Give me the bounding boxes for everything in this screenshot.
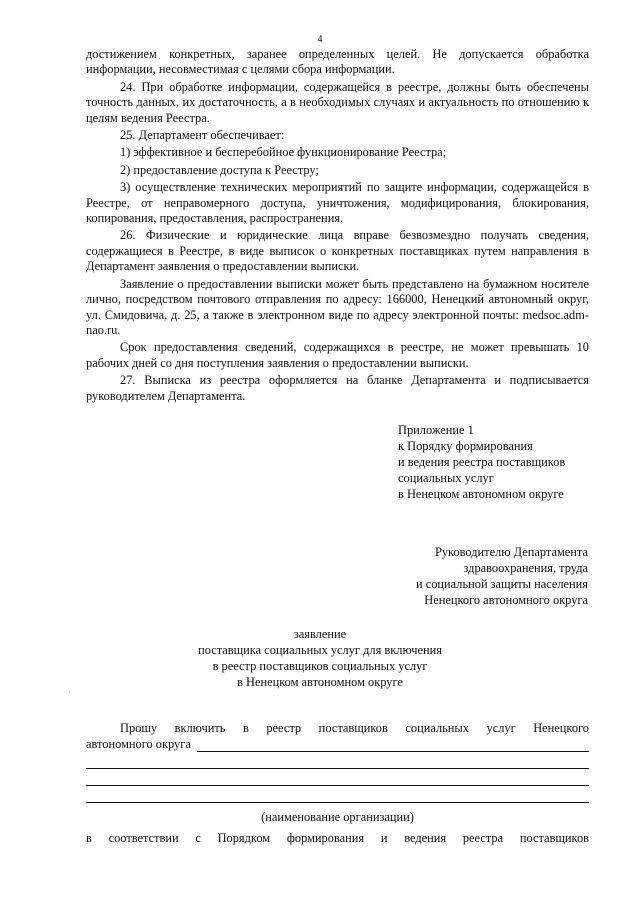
- paragraph-25: 25. Департамент обеспечивает:: [120, 128, 285, 143]
- organization-name-field-line[interactable]: [86, 788, 589, 803]
- paragraph-24: 24. При обработке информации, содержащейся в реестре, должны быть обеспечены точность данных, их достаточность, а в необходимых случаях и актуальность по отношению к целям ведения Реестра.: [86, 79, 589, 125]
- addressee-block: [416, 544, 588, 608]
- appendix-line: социальных услуг: [398, 471, 494, 485]
- paragraph-25-item-1: 1) эффективное и бесперебойное функционирование Реестра;: [120, 145, 447, 160]
- addressee-line: здравоохранения, труда: [463, 561, 588, 575]
- paragraph-application: Заявление о предоставлении выписки может быть представлено на бумажном носителе лично, посредством почтового отправления по адресу: 166000, Ненецкий автономный округ, ул. Смидовича, д. 25, а также в электронном виде по адресу электронной почты: medsoc.adm-nao.ru.: [86, 276, 589, 337]
- paragraph-25-item-2: 2) предоставление доступа к Реестру;: [120, 162, 319, 177]
- paragraph-27: 27. Выписка из реестра оформляется на бланке Департамента и подписывается руководителем Департамента.: [86, 373, 589, 403]
- request-line-2: [86, 736, 589, 752]
- body-text: [86, 47, 589, 406]
- addressee-line: Ненецкого автономного округа: [424, 593, 588, 607]
- paragraph-continuation: достижением конкретных, заранее определенных целей. Не допускается обработка информации, несовместимая с целями сбора информации.: [86, 47, 589, 77]
- request-text-prefix: автономного округа: [86, 737, 191, 751]
- application-heading: [0, 626, 640, 690]
- addressee-line: и социальной защиты населения: [415, 577, 588, 591]
- organization-name-field-line[interactable]: [86, 754, 589, 769]
- appendix-line: Приложение 1: [398, 423, 474, 437]
- request-block: [86, 720, 589, 825]
- paragraph-term: Срок предоставления сведений, содержащихся в реестре, не может превышать 10 рабочих дней со дня поступления заявления о предоставлении выписки.: [86, 340, 589, 370]
- organization-name-field-line[interactable]: [86, 771, 589, 786]
- appendix-block: [398, 422, 565, 502]
- page-number: 4: [317, 34, 323, 45]
- paragraph-26: 26. Физические и юридические лица вправе безвозмездно получать сведения, содержащиеся в Реестре, в виде выписок о конкретных поставщиках путем направления в Департамент заявления о предоставлении выписки.: [86, 228, 589, 274]
- heading-line: в Ненецком автономном округе: [237, 675, 403, 689]
- organization-name-field[interactable]: [197, 739, 589, 752]
- heading-line: в реестр поставщиков социальных услуг: [212, 659, 428, 673]
- paragraph-25-item-3: 3) осуществление технических мероприятий по защите информации, содержащейся в Реестре, от неправомерного доступа, уничтожения, модифицирования, блокирования, копирования, предоставления, распространения.: [86, 180, 589, 226]
- addressee-line: Руководителю Департамента: [434, 545, 588, 559]
- appendix-line: в Ненецком автономном округе: [398, 487, 564, 501]
- heading-title: заявление: [293, 627, 347, 641]
- margin-mark: ·: [68, 688, 71, 697]
- request-text: Прошу включить в реестр поставщиков социальных услуг Ненецкого: [120, 721, 589, 735]
- field-caption: (наименование организации): [261, 810, 414, 824]
- last-line: в соответствии с Порядком формирования и ведения реестра поставщиков: [86, 831, 589, 845]
- appendix-line: к Порядку формирования: [398, 439, 533, 453]
- appendix-line: и ведения реестра поставщиков: [398, 455, 566, 469]
- heading-line: поставщика социальных услуг для включения: [198, 643, 442, 657]
